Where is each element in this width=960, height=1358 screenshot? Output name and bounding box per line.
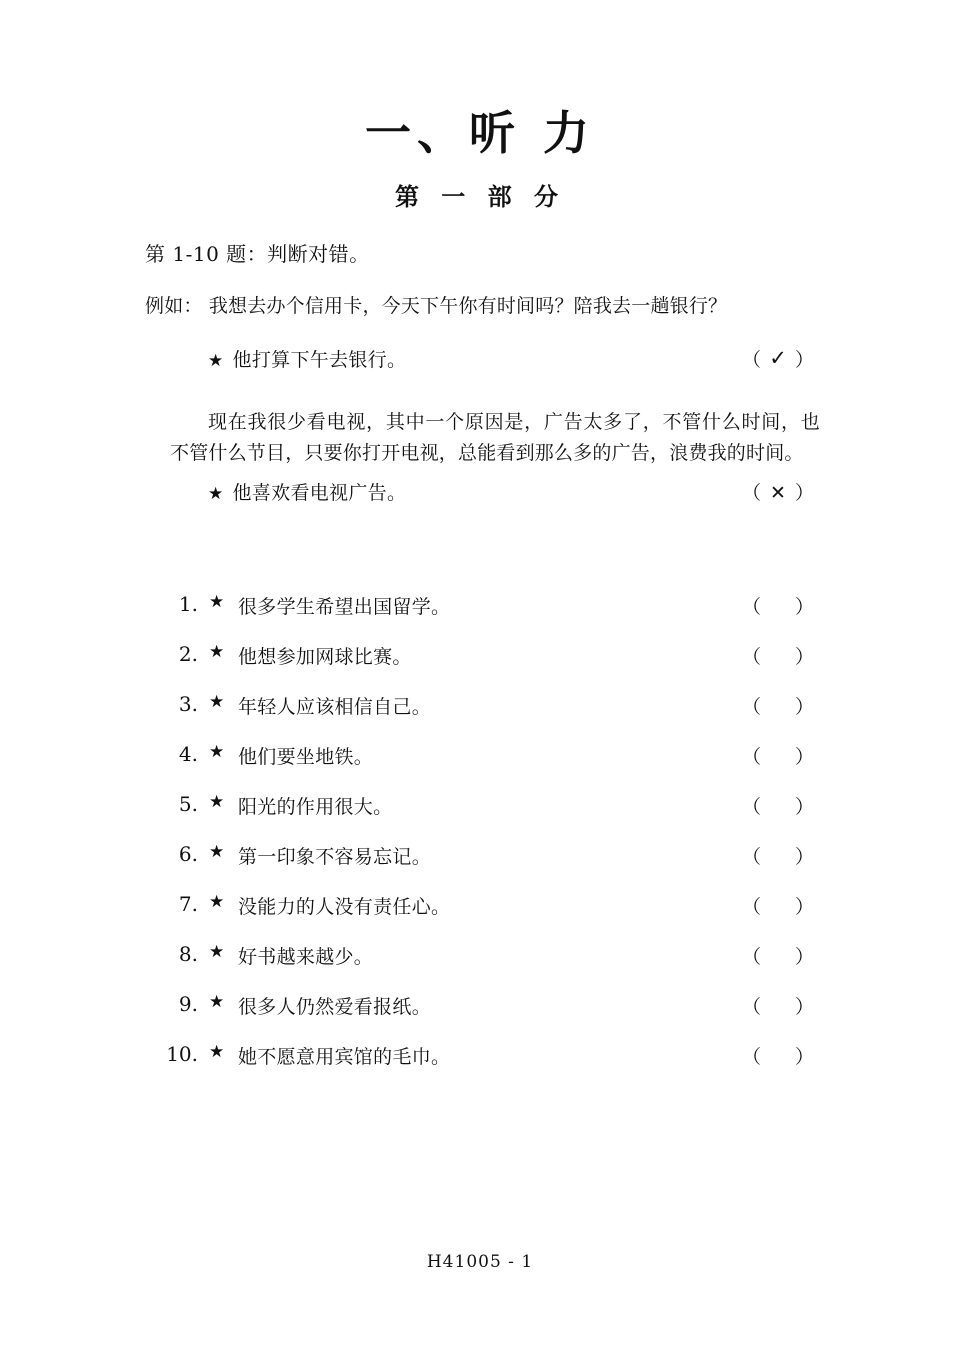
example-answer-2 (738, 478, 818, 505)
question-number: 2. (178, 642, 198, 666)
close-paren: ） (795, 696, 815, 718)
star-icon: ★ (209, 742, 225, 762)
star-icon: ★ (209, 1042, 225, 1062)
question-row (0, 842, 960, 892)
check-icon: ✓ (769, 346, 787, 370)
close-paren: ） (795, 746, 815, 768)
close-paren: ） (795, 482, 815, 504)
question-row (0, 792, 960, 842)
close-paren: ） (795, 996, 815, 1018)
question-text: 好书越来越少。 (238, 946, 374, 968)
open-paren: （ (741, 746, 761, 768)
star-icon: ★ (209, 592, 225, 612)
open-paren: （ (741, 1046, 761, 1068)
example-answer-1 (738, 345, 818, 372)
question-text: 很多人仍然爱看报纸。 (238, 996, 432, 1018)
open-paren: （ (741, 482, 761, 504)
answer-blank[interactable] (738, 592, 818, 619)
question-text: 第一印象不容易忘记。 (238, 846, 432, 868)
answer-blank[interactable] (738, 992, 818, 1019)
star-icon: ★ (209, 842, 225, 862)
star-icon: ★ (208, 484, 224, 504)
close-paren: ） (795, 1046, 815, 1068)
question-range-instruction: 第 1-10 题：判断对错。 (145, 242, 370, 266)
open-paren: （ (741, 349, 761, 371)
close-paren: ） (795, 946, 815, 968)
answer-blank[interactable] (738, 792, 818, 819)
answer-blank[interactable] (738, 642, 818, 669)
question-row (0, 742, 960, 792)
open-paren: （ (741, 946, 761, 968)
star-icon: ★ (209, 642, 225, 662)
answer-blank[interactable] (738, 942, 818, 969)
question-text: 阳光的作用很大。 (238, 796, 393, 818)
example-statement-2 (208, 478, 406, 505)
open-paren: （ (741, 896, 761, 918)
close-paren: ） (795, 596, 815, 618)
example-passage-2: 现在我很少看电视，其中一个原因是，广告太多了，不管什么时间，也不管什么节目，只要你打开电视，总能看到那么多的广告，浪费我的时间。 (170, 411, 820, 464)
question-number: 10. (166, 1042, 198, 1066)
question-text: 他想参加网球比赛。 (238, 646, 412, 668)
question-number: 8. (178, 942, 198, 966)
question-text: 她不愿意用宾馆的毛巾。 (238, 1046, 451, 1068)
open-paren: （ (741, 696, 761, 718)
cross-icon: ✕ (770, 482, 786, 504)
question-text: 他们要坐地铁。 (238, 746, 374, 768)
open-paren: （ (741, 796, 761, 818)
star-icon: ★ (208, 351, 224, 371)
question-row (0, 1042, 960, 1092)
question-number: 9. (178, 992, 198, 1016)
question-number: 4. (178, 742, 198, 766)
question-text: 年轻人应该相信自己。 (238, 696, 432, 718)
open-paren: （ (741, 596, 761, 618)
question-row (0, 942, 960, 992)
answer-blank[interactable] (738, 692, 818, 719)
page-title: 一、听 力 (364, 106, 595, 160)
star-icon: ★ (209, 992, 225, 1012)
part-title: 第 一 部 分 (394, 183, 566, 211)
close-paren: ） (795, 349, 815, 371)
question-number: 6. (178, 842, 198, 866)
open-paren: （ (741, 846, 761, 868)
close-paren: ） (795, 796, 815, 818)
answer-blank[interactable] (738, 842, 818, 869)
answer-blank[interactable] (738, 742, 818, 769)
question-row (0, 892, 960, 942)
question-list (0, 592, 960, 1092)
answer-blank[interactable] (738, 892, 818, 919)
example-prompt-line: 例如： 我想去办个信用卡，今天下午你有时间吗？陪我去一趟银行？ (145, 295, 728, 317)
example-statement-1-text: 他打算下午去银行。 (232, 349, 407, 371)
question-row (0, 642, 960, 692)
example-statement-1 (208, 345, 406, 372)
example-statement-2-text: 他喜欢看电视广告。 (232, 482, 407, 504)
open-paren: （ (741, 646, 761, 668)
answer-blank[interactable] (738, 1042, 818, 1069)
question-number: 1. (178, 592, 198, 616)
close-paren: ） (795, 646, 815, 668)
page-footer: H41005 - 1 (426, 1252, 534, 1272)
question-number: 7. (178, 892, 198, 916)
question-row (0, 692, 960, 742)
question-number: 3. (178, 692, 198, 716)
question-number: 5. (178, 792, 198, 816)
close-paren: ） (795, 896, 815, 918)
question-text: 没能力的人没有责任心。 (238, 896, 451, 918)
question-row (0, 992, 960, 1042)
star-icon: ★ (209, 892, 225, 912)
question-text: 很多学生希望出国留学。 (238, 596, 451, 618)
open-paren: （ (741, 996, 761, 1018)
star-icon: ★ (209, 692, 225, 712)
question-row (0, 592, 960, 642)
star-icon: ★ (209, 792, 225, 812)
star-icon: ★ (209, 942, 225, 962)
close-paren: ） (795, 846, 815, 868)
